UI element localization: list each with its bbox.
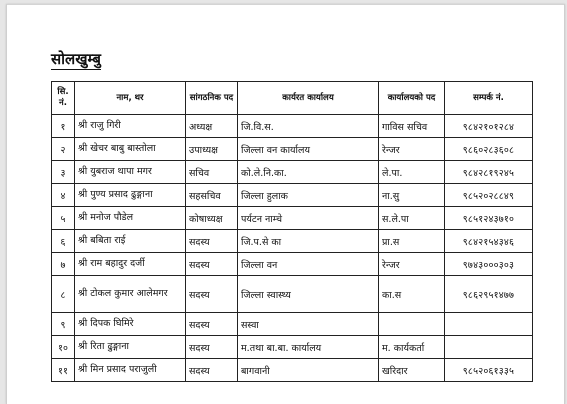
row-serial: ६ (52, 230, 75, 253)
row-org-position: सदस्य (186, 276, 238, 313)
table-row (52, 313, 533, 336)
row-serial: २ (52, 138, 75, 161)
table-row (52, 276, 533, 313)
row-org-position: कोषाध्यक्ष (186, 207, 238, 230)
row-name: श्री दिपक घिमिरे (75, 313, 186, 336)
header-org-position: सांगठनिक पद (186, 82, 238, 115)
row-contact: ९८४२१५४३४६ (445, 230, 533, 253)
row-office: म.तथा बा.बा. कार्यालय (238, 336, 379, 359)
row-serial: ४ (52, 184, 75, 207)
row-name: श्री टोकल कुमार आलेमगर (75, 276, 186, 313)
row-serial: ५ (52, 207, 75, 230)
committee-table (51, 81, 533, 382)
table-row (52, 138, 533, 161)
document-page (6, 4, 565, 404)
row-contact: ९८६२९५१४७७ (445, 276, 533, 313)
row-serial: ११ (52, 359, 75, 382)
row-office: पर्यटन नाम्चे (238, 207, 379, 230)
table-row (52, 336, 533, 359)
row-org-position: सचिव (186, 161, 238, 184)
row-org-position: सदस्य (186, 253, 238, 276)
row-office-post (379, 313, 445, 336)
row-office: बागवानी (238, 359, 379, 382)
row-org-position: उपाध्यक्ष (186, 138, 238, 161)
row-contact: ९८४२१०१२८४ (445, 115, 533, 138)
row-office-post: गाविस सचिव (379, 115, 445, 138)
row-office-post: स.ले.पा (379, 207, 445, 230)
row-name: श्री मिन प्रसाद पराजुली (75, 359, 186, 382)
row-org-position: अध्यक्ष (186, 115, 238, 138)
row-office-post: प्रा.स (379, 230, 445, 253)
row-office: जिल्ला स्वास्थ्य (238, 276, 379, 313)
row-contact: ९८५१२४३७१० (445, 207, 533, 230)
row-contact (445, 313, 533, 336)
row-office: सस्वा (238, 313, 379, 336)
table-row (52, 253, 533, 276)
row-office: जि.प.से का (238, 230, 379, 253)
row-office-post: का.स (379, 276, 445, 313)
row-serial: ८ (52, 276, 75, 313)
row-serial: १ (52, 115, 75, 138)
row-office: जिल्ला वन कार्यालय (238, 138, 379, 161)
row-contact: ९८४२८१९२४५ (445, 161, 533, 184)
table-row (52, 115, 533, 138)
row-contact: ९७४३०००३०३ (445, 253, 533, 276)
header-serial: सि. नं. (52, 82, 75, 115)
row-office-post: ना.सु (379, 184, 445, 207)
table-row (52, 359, 533, 382)
row-serial: १० (52, 336, 75, 359)
row-office-post: म. कार्यकर्ता (379, 336, 445, 359)
table-header-row (52, 82, 533, 115)
row-office: को.ले.नि.का. (238, 161, 379, 184)
row-contact: ९८६०२८३६०८ (445, 138, 533, 161)
district-title: सोलखुम्बु (51, 50, 101, 68)
row-serial: ३ (52, 161, 75, 184)
row-contact: ९८५२०६१३३५ (445, 359, 533, 382)
header-contact: सम्पर्क नं. (445, 82, 533, 115)
row-org-position: सदस्य (186, 230, 238, 253)
row-office: जिल्ला वन (238, 253, 379, 276)
row-name: श्री बबिता राई (75, 230, 186, 253)
row-contact (445, 336, 533, 359)
row-office: जिल्ला हुलाक (238, 184, 379, 207)
table-row (52, 184, 533, 207)
row-office-post: रेन्जर (379, 253, 445, 276)
page-top-border (7, 4, 564, 5)
row-org-position: सदस्य (186, 313, 238, 336)
row-serial: ७ (52, 253, 75, 276)
row-name: श्री मनोज पौडेल (75, 207, 186, 230)
row-office-post: खरिदार (379, 359, 445, 382)
row-office-post: ले.पा. (379, 161, 445, 184)
row-office-post: रेन्जर (379, 138, 445, 161)
table-row (52, 207, 533, 230)
row-serial: ९ (52, 313, 75, 336)
row-name: श्री राम बहादुर दर्जी (75, 253, 186, 276)
row-org-position: सदस्य (186, 359, 238, 382)
row-office: जि.वि.स. (238, 115, 379, 138)
header-office-post: कार्यालयको पद (379, 82, 445, 115)
row-contact: ९८५२०२८८४९ (445, 184, 533, 207)
table-row (52, 230, 533, 253)
row-name: श्री पुण्य प्रसाद ढुङ्गाना (75, 184, 186, 207)
row-name: श्री युबराज थापा मगर (75, 161, 186, 184)
header-office: कार्यरत कार्यालय (238, 82, 379, 115)
row-name: श्री खेचर बाबु बास्तोला (75, 138, 186, 161)
row-name: श्री रिता ढुङ्गाना (75, 336, 186, 359)
header-name: नाम, थर (75, 82, 186, 115)
row-org-position: सदस्य (186, 336, 238, 359)
row-name: श्री राजु गिरी (75, 115, 186, 138)
table-row (52, 161, 533, 184)
row-org-position: सहसचिव (186, 184, 238, 207)
